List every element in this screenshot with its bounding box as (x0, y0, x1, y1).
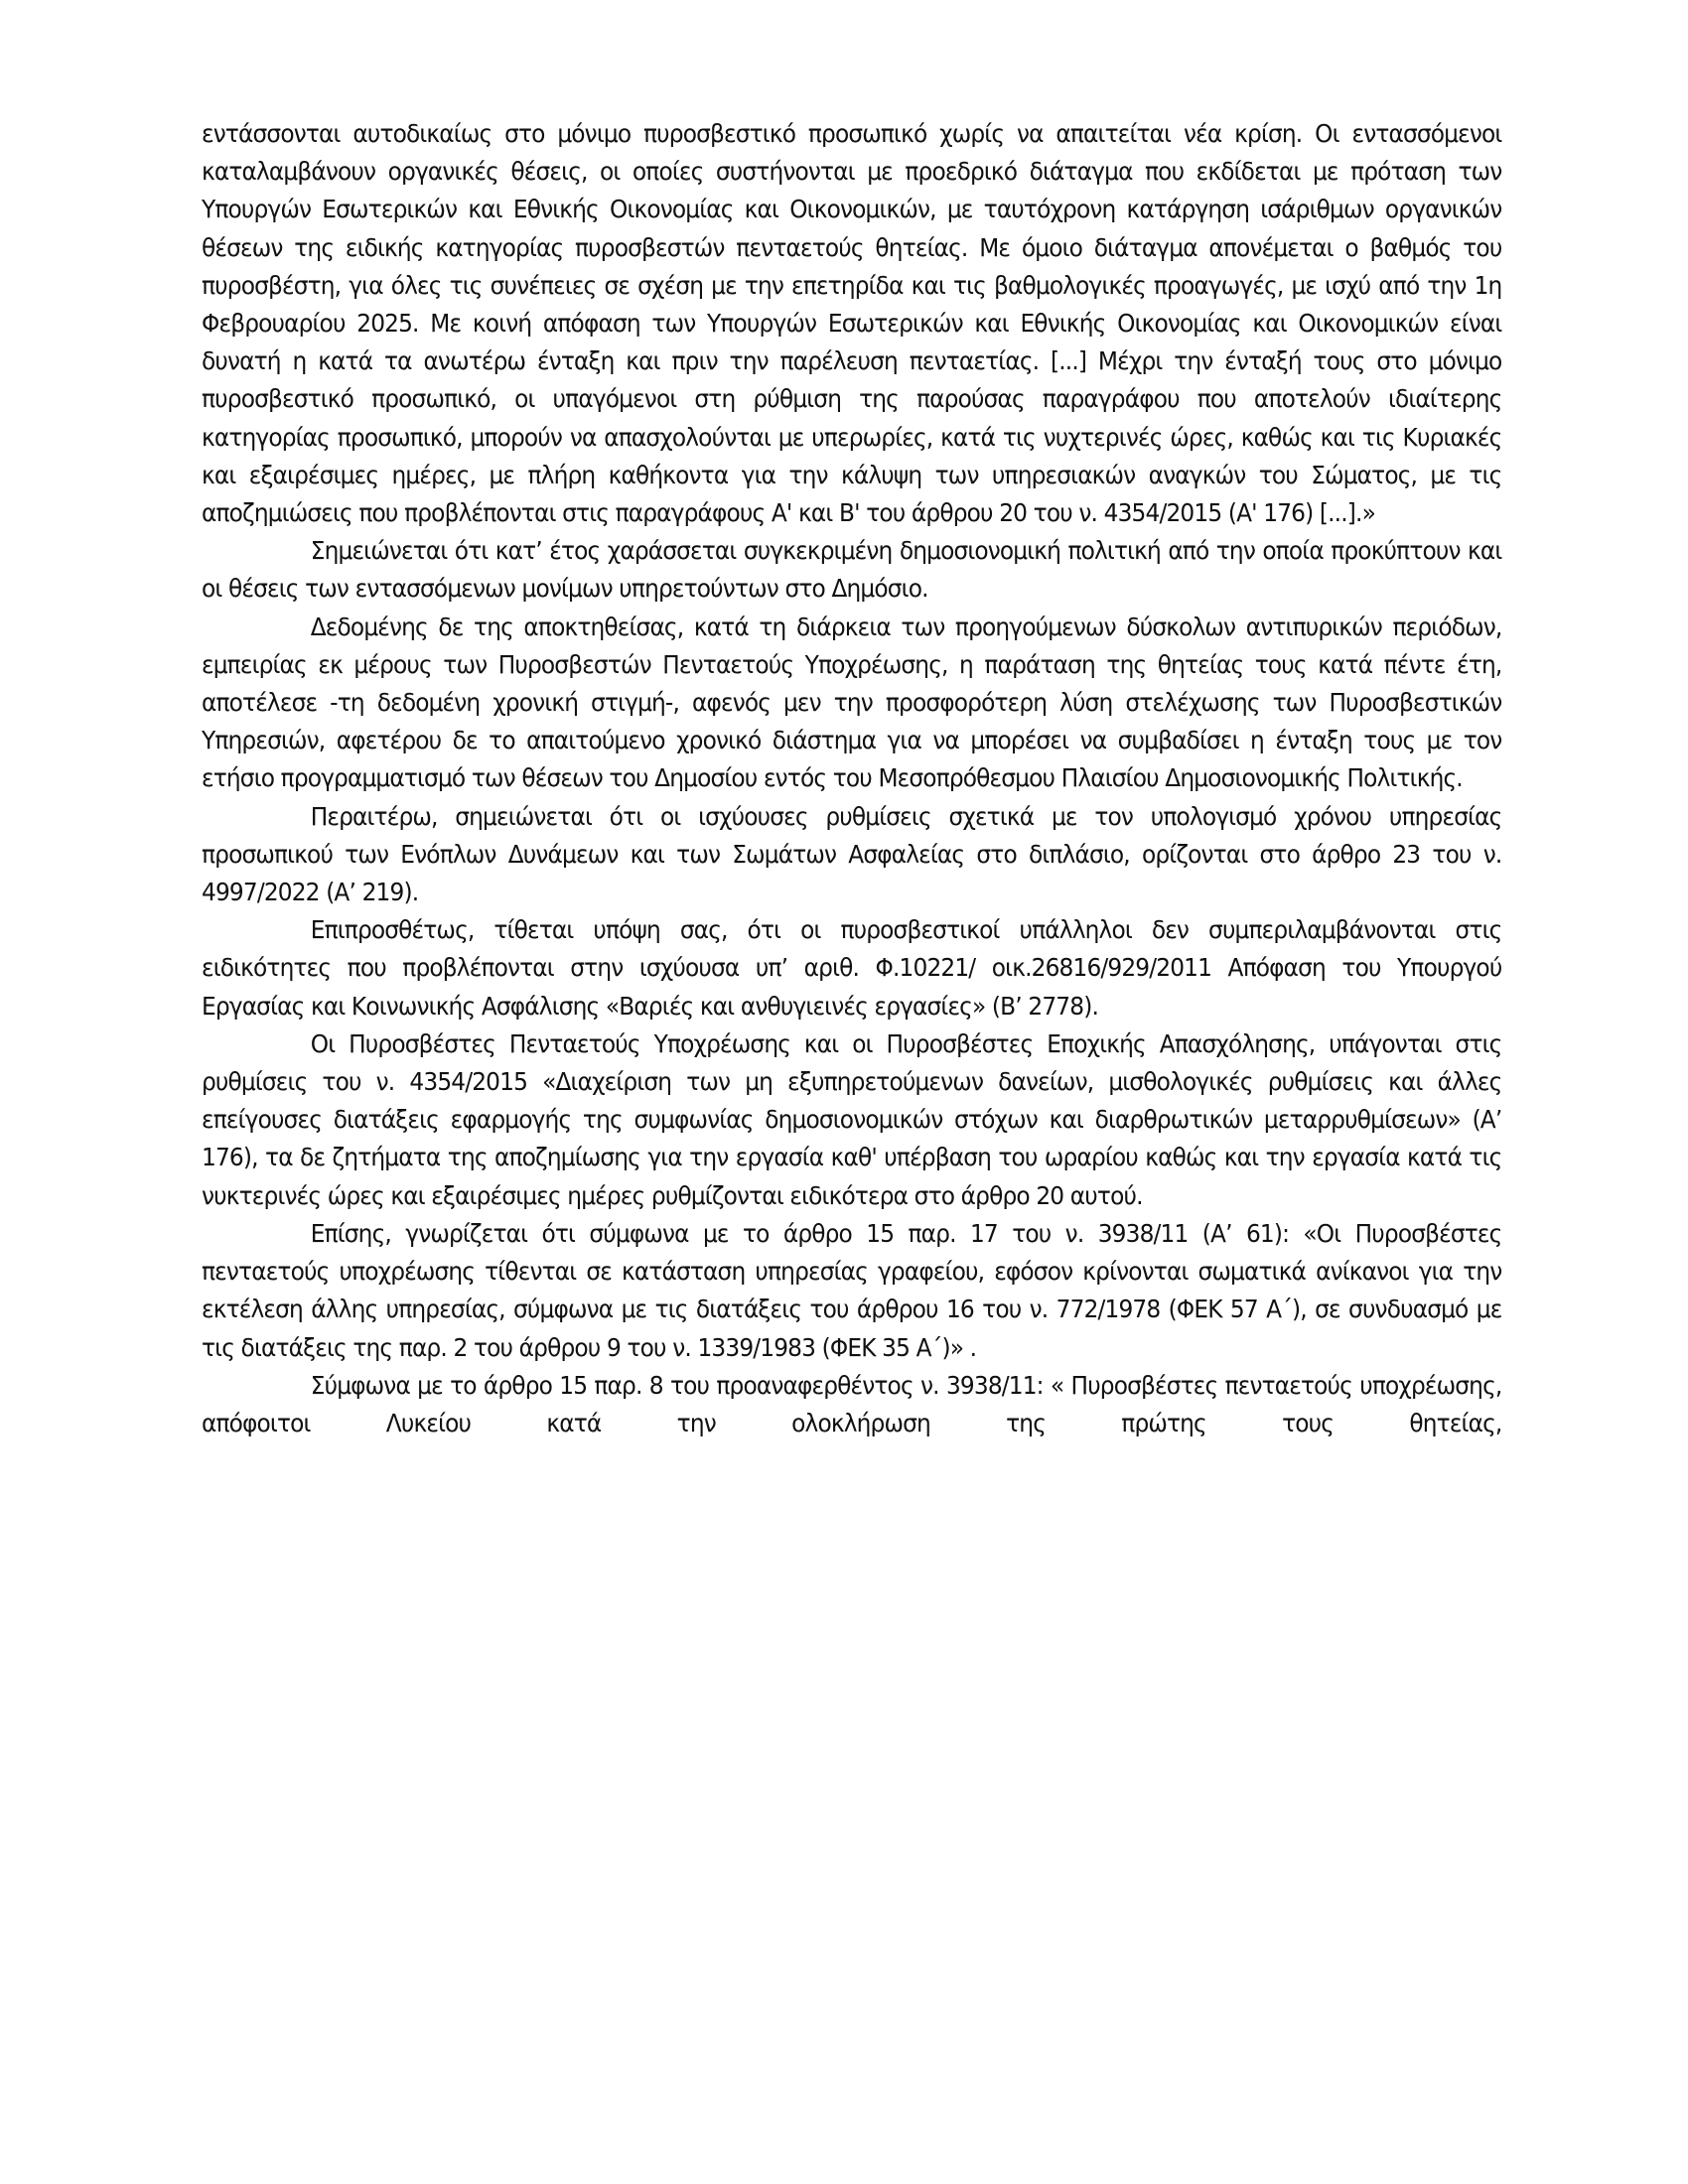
document-page (202, 115, 1501, 1442)
paragraph-term-extension: Δεδομένης δε της αποκτηθείσας, κατά τη διάρκεια των προηγούμενων δύσκολων αντιπυρικών περιόδων, εμπειρίας εκ μέρους των Πυροσβεστών Πενταετούς Υποχρέωσης, η παράταση της θητείας τους κατά πέντε έτη, αποτέλεσε -τη δεδομένη χρονική στιγμή-, αφενός μεν την προσφορότερη λύση στελέχωσης των Πυροσβεστικών Υπηρεσιών, αφετέρου δε το απαιτούμενο χρονικό διάστημα για να μπορέσει να συμβαδίσει η ένταξη τους με τον ετήσιο προγραμματισμό των θέσεων του Δημοσίου εντός του Μεσοπρόθεσμου Πλαισίου Δημοσιονομικής Πολιτικής. (202, 612, 1502, 793)
paragraph-office-duty: Επίσης, γνωρίζεται ότι σύμφωνα με το άρθρο 15 παρ. 17 του ν. 3938/11 (Α’ 61): «Οι Πυροσβέστες πενταετούς υποχρέωσης τίθενται σε κατάσταση υπηρεσίας γραφείου, εφόσον κρίνονται σωματικά ανίκανοι για την εκτέλεση άλλης υπηρεσίας, σύμφωνα με τις διατάξεις του άρθρου 16 του ν. 772/1978 (ΦΕΚ 57 Α΄), σε συνδυασμό με τις διατάξεις της παρ. 2 του άρθρου 9 του ν. 1339/1983 (ΦΕΚ 35 Α΄)» . (202, 1218, 1502, 1362)
paragraph-continuation: εντάσσονται αυτοδικαίως στο μόνιμο πυροσβεστικό προσωπικό χωρίς να απαιτείται νέα κρίση. Οι εντασσόμενοι καταλαμβάνουν οργανικές θέσεις, οι οποίες συστήνονται με προεδρικό διάταγμα που εκδίδεται με πρόταση των Υπουργών Εσωτερικών και Εθνικής Οικονομίας και Οικονομικών, με ταυτόχρονη κατάργηση ισάριθμων οργανικών θέσεων της ειδικής κατηγορίας πυροσβεστών πενταετούς θητείας. Με όμοιο διάταγμα απονέμεται ο βαθμός του πυροσβέστη, για όλες τις συνέπειες σε σχέση με την επετηρίδα και τις βαθμολογικές προαγωγές, με ισχύ από την 1η Φεβρουαρίου 2025. Με κοινή απόφαση των Υπουργών Εσωτερικών και Εθνικής Οικονομίας και Οικονομικών είναι δυνατή η κατά τα ανωτέρω ένταξη και πριν την παρέλευση πενταετίας. [...] Μέχρι την ένταξή τους στο μόνιμο πυροσβεστικό προσωπικό, οι υπαγόμενοι στη ρύθμιση της παρούσας παραγράφου που αποτελούν ιδιαίτερης κατηγορίας προσωπικό, μπορούν να απασχολούνται με υπερωρίες, κατά τις νυχτερινές ώρες, καθώς και τις Κυριακές και εξαιρέσιμες ημέρες, με πλήρη καθήκοντα για την κάλυψη των υπηρεσιακών αναγκών του Σώματος, με τις αποζημιώσεις που προβλέπονται στις παραγράφους Α' και Β' του άρθρου 20 του ν. 4354/2015 (Α' 176) [...].» (202, 119, 1502, 528)
paragraph-hazardous-work: Επιπροσθέτως, τίθεται υπόψη σας, ότι οι πυροσβεστικοί υπάλληλοι δεν συμπεριλαμβάνονται στις ειδικότητες που προβλέπονται στην ισχύουσα υπ’ αριθ. Φ.10221/ οικ.26816/929/2011 Απόφαση του Υπουργού Εργασίας και Κοινωνικής Ασφάλισης «Βαριές και ανθυγιεινές εργασίες» (Β’ 2778). (202, 915, 1502, 1021)
paragraph-fiscal-policy: Σημειώνεται ότι κατ’ έτος χαράσσεται συγκεκριμένη δημοσιονομική πολιτική από την οποία προκύπτουν και οι θέσεις των εντασσόμενων μονίμων υπηρετούντων στο Δημόσιο. (202, 536, 1502, 604)
paragraph-law-4354: Οι Πυροσβέστες Πενταετούς Υποχρέωσης και οι Πυροσβέστες Εποχικής Απασχόλησης, υπάγονται στις ρυθμίσεις του ν. 4354/2015 «Διαχείριση των μη εξυπηρετούμενων δανείων, μισθολογικές ρυθμίσεις και άλλες επείγουσες διατάξεις εφαρμογής της συμφωνίας δημοσιονομικών στόχων και διαρθρωτικών μεταρρυθμίσεων» (Α’ 176), τα δε ζητήματα της αποζημίωσης για την εργασία καθ' υπέρβαση του ωραρίου καθώς και την εργασία κατά τις νυκτερινές ώρες και εξαιρέσιμες ημέρες ρυθμίζονται ειδικότερα στο άρθρο 20 αυτού. (202, 1028, 1502, 1210)
paragraph-service-time: Περαιτέρω, σημειώνεται ότι οι ισχύουσες ρυθμίσεις σχετικά με τον υπολογισμό χρόνου υπηρεσίας προσωπικού των Ενόπλων Δυνάμεων και των Σωμάτων Ασφαλείας στο διπλάσιο, ορίζονται στο άρθρο 23 του ν. 4997/2022 (Α’ 219). (202, 801, 1502, 907)
paragraph-article-15-par-8: Σύμφωνα με το άρθρο 15 παρ. 8 του προαναφερθέντος ν. 3938/11: « Πυροσβέστες πενταετούς υποχρέωσης, απόφοιτοι Λυκείου κατά την ολοκλήρωση της πρώτης τους θητείας, (202, 1370, 1502, 1437)
